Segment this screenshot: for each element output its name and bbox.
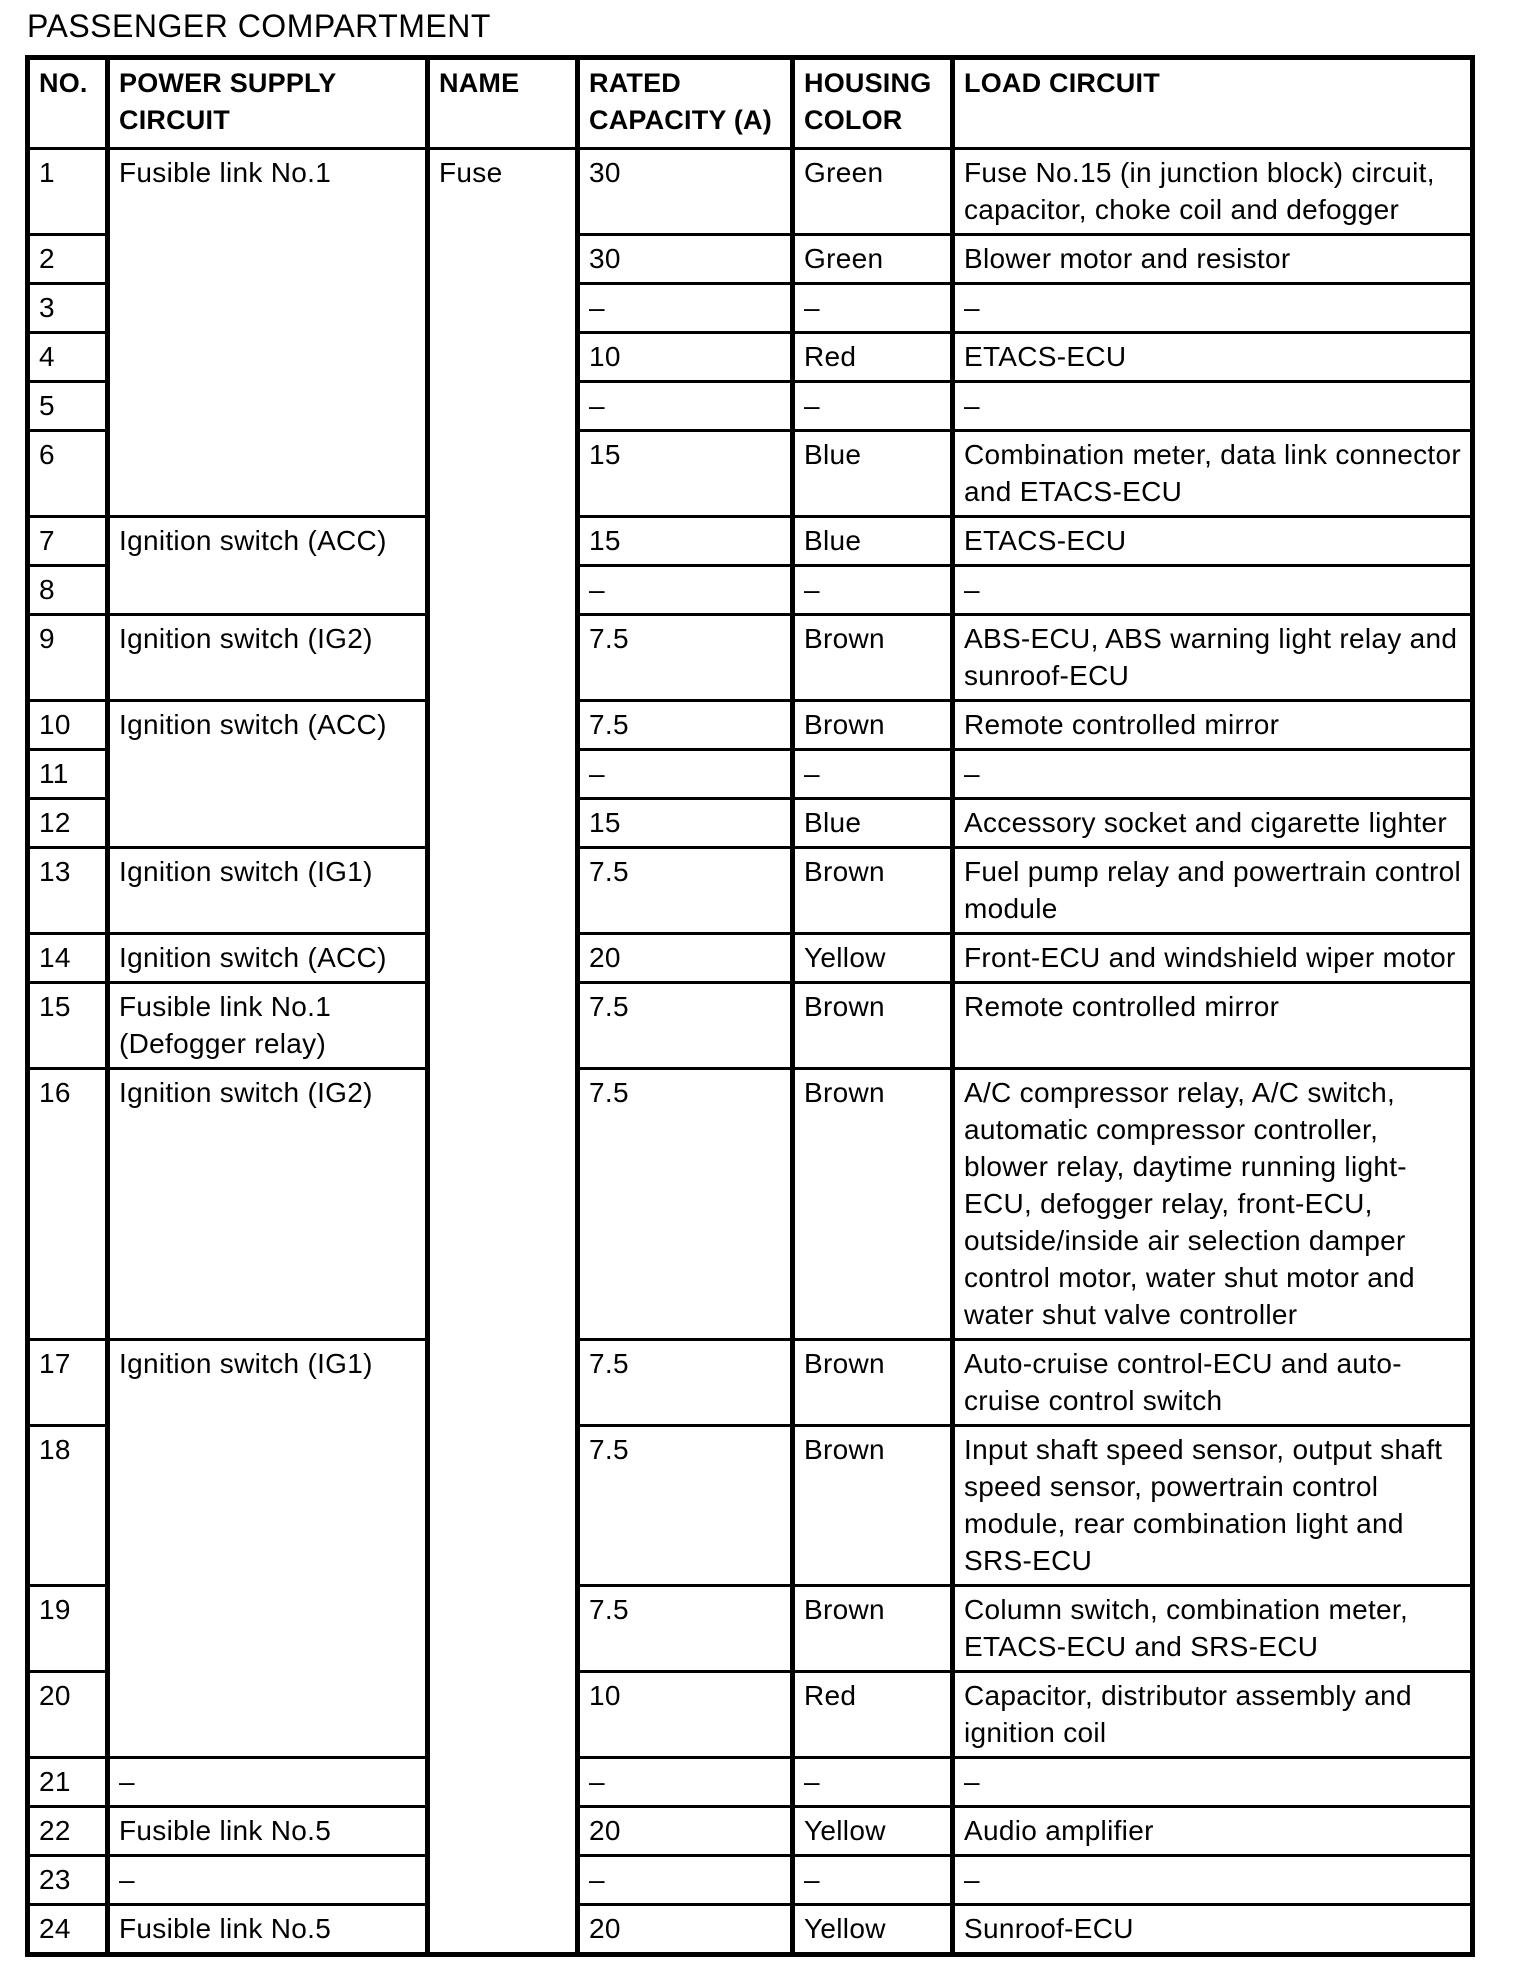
column-header-housing-color: HOUSING COLOR bbox=[793, 58, 953, 149]
cell-housing-color: Brown bbox=[793, 1340, 953, 1426]
cell-no: 1 bbox=[28, 149, 108, 235]
cell-rated-capacity: 10 bbox=[578, 333, 793, 382]
cell-power-supply-circuit: Ignition switch (ACC) bbox=[108, 517, 428, 615]
cell-rated-capacity: – bbox=[578, 382, 793, 431]
cell-rated-capacity: 7.5 bbox=[578, 1069, 793, 1340]
cell-housing-color: Brown bbox=[793, 701, 953, 750]
cell-housing-color: Brown bbox=[793, 1586, 953, 1672]
table-row bbox=[28, 1856, 1473, 1905]
cell-no: 24 bbox=[28, 1905, 108, 1955]
table-row bbox=[28, 615, 1473, 701]
cell-rated-capacity: 10 bbox=[578, 1672, 793, 1758]
cell-no: 5 bbox=[28, 382, 108, 431]
cell-load-circuit: ABS-ECU, ABS warning light relay and sunroof-ECU bbox=[953, 615, 1473, 701]
cell-power-supply-circuit: Fusible link No.1 bbox=[108, 149, 428, 517]
cell-rated-capacity: – bbox=[578, 566, 793, 615]
cell-power-supply-circuit: Ignition switch (IG1) bbox=[108, 1340, 428, 1758]
cell-housing-color: Green bbox=[793, 235, 953, 284]
cell-rated-capacity: 20 bbox=[578, 1905, 793, 1955]
cell-load-circuit: Fuse No.15 (in junction block) circuit, capacitor, choke coil and defogger bbox=[953, 149, 1473, 235]
cell-housing-color: Blue bbox=[793, 799, 953, 848]
cell-no: 3 bbox=[28, 284, 108, 333]
fuse-table-header bbox=[28, 58, 1473, 149]
cell-power-supply-circuit: Fusible link No.5 bbox=[108, 1807, 428, 1856]
cell-housing-color: – bbox=[793, 566, 953, 615]
cell-load-circuit: – bbox=[953, 750, 1473, 799]
cell-load-circuit: Sunroof-ECU bbox=[953, 1905, 1473, 1955]
cell-housing-color: Yellow bbox=[793, 1905, 953, 1955]
cell-no: 16 bbox=[28, 1069, 108, 1340]
table-row bbox=[28, 149, 1473, 235]
cell-no: 23 bbox=[28, 1856, 108, 1905]
cell-housing-color: Brown bbox=[793, 1426, 953, 1586]
table-row bbox=[28, 1905, 1473, 1955]
cell-name: Fuse bbox=[428, 149, 578, 1955]
cell-no: 11 bbox=[28, 750, 108, 799]
cell-housing-color: Blue bbox=[793, 517, 953, 566]
cell-housing-color: Blue bbox=[793, 431, 953, 517]
cell-load-circuit: Remote controlled mirror bbox=[953, 701, 1473, 750]
cell-housing-color: Yellow bbox=[793, 1807, 953, 1856]
cell-no: 7 bbox=[28, 517, 108, 566]
cell-load-circuit: – bbox=[953, 1856, 1473, 1905]
table-row bbox=[28, 1758, 1473, 1807]
cell-load-circuit: Combination meter, data link connector and ETACS-ECU bbox=[953, 431, 1473, 517]
cell-housing-color: Yellow bbox=[793, 934, 953, 983]
cell-housing-color: – bbox=[793, 1758, 953, 1807]
cell-rated-capacity: 15 bbox=[578, 517, 793, 566]
cell-no: 14 bbox=[28, 934, 108, 983]
cell-load-circuit: ETACS-ECU bbox=[953, 517, 1473, 566]
cell-load-circuit: Input shaft speed sensor, output shaft speed sensor, powertrain control module, rear combination light and SRS-ECU bbox=[953, 1426, 1473, 1586]
cell-housing-color: Green bbox=[793, 149, 953, 235]
table-row bbox=[28, 1340, 1473, 1426]
fuse-table-body bbox=[28, 149, 1473, 1955]
cell-rated-capacity: 7.5 bbox=[578, 701, 793, 750]
cell-no: 21 bbox=[28, 1758, 108, 1807]
cell-rated-capacity: 30 bbox=[578, 235, 793, 284]
cell-rated-capacity: 7.5 bbox=[578, 983, 793, 1069]
cell-rated-capacity: – bbox=[578, 1856, 793, 1905]
cell-power-supply-circuit: Ignition switch (ACC) bbox=[108, 934, 428, 983]
cell-power-supply-circuit: – bbox=[108, 1758, 428, 1807]
page-title: PASSENGER COMPARTMENT bbox=[27, 8, 491, 44]
table-row bbox=[28, 1069, 1473, 1340]
cell-rated-capacity: 7.5 bbox=[578, 615, 793, 701]
cell-rated-capacity: 20 bbox=[578, 1807, 793, 1856]
cell-housing-color: Brown bbox=[793, 848, 953, 934]
cell-housing-color: Brown bbox=[793, 983, 953, 1069]
column-header-power-supply-circuit: POWER SUPPLY CIRCUIT bbox=[108, 58, 428, 149]
cell-rated-capacity: 7.5 bbox=[578, 1426, 793, 1586]
table-row bbox=[28, 1807, 1473, 1856]
table-row bbox=[28, 983, 1473, 1069]
cell-load-circuit: – bbox=[953, 1758, 1473, 1807]
cell-load-circuit: Accessory socket and cigarette lighter bbox=[953, 799, 1473, 848]
cell-power-supply-circuit: Fusible link No.5 bbox=[108, 1905, 428, 1955]
cell-rated-capacity: 15 bbox=[578, 431, 793, 517]
cell-load-circuit: Remote controlled mirror bbox=[953, 983, 1473, 1069]
cell-power-supply-circuit: Ignition switch (IG1) bbox=[108, 848, 428, 934]
cell-load-circuit: Audio amplifier bbox=[953, 1807, 1473, 1856]
cell-load-circuit: – bbox=[953, 566, 1473, 615]
cell-housing-color: Red bbox=[793, 1672, 953, 1758]
cell-no: 15 bbox=[28, 983, 108, 1069]
cell-no: 9 bbox=[28, 615, 108, 701]
cell-housing-color: – bbox=[793, 1856, 953, 1905]
cell-no: 10 bbox=[28, 701, 108, 750]
cell-no: 18 bbox=[28, 1426, 108, 1586]
column-header-no: NO. bbox=[28, 58, 108, 149]
cell-housing-color: – bbox=[793, 284, 953, 333]
cell-load-circuit: – bbox=[953, 382, 1473, 431]
table-row bbox=[28, 517, 1473, 566]
cell-no: 17 bbox=[28, 1340, 108, 1426]
cell-load-circuit: Column switch, combination meter, ETACS-ECU and SRS-ECU bbox=[953, 1586, 1473, 1672]
cell-rated-capacity: – bbox=[578, 284, 793, 333]
column-header-name: NAME bbox=[428, 58, 578, 149]
cell-load-circuit: ETACS-ECU bbox=[953, 333, 1473, 382]
cell-no: 13 bbox=[28, 848, 108, 934]
header-row bbox=[28, 58, 1473, 149]
cell-housing-color: – bbox=[793, 750, 953, 799]
cell-load-circuit: A/C compressor relay, A/C switch, automatic compressor controller, blower relay, daytime running light-ECU, defogger relay, front-ECU, outside/inside air selection damper control motor, water shut motor and water shut valve controller bbox=[953, 1069, 1473, 1340]
table-row bbox=[28, 934, 1473, 983]
table-row bbox=[28, 848, 1473, 934]
cell-load-circuit: – bbox=[953, 284, 1473, 333]
cell-load-circuit: Blower motor and resistor bbox=[953, 235, 1473, 284]
column-header-rated-capacity: RATED CAPACITY (A) bbox=[578, 58, 793, 149]
cell-housing-color: Brown bbox=[793, 615, 953, 701]
cell-housing-color: Brown bbox=[793, 1069, 953, 1340]
cell-rated-capacity: 30 bbox=[578, 149, 793, 235]
cell-power-supply-circuit: Fusible link No.1 (Defogger relay) bbox=[108, 983, 428, 1069]
cell-no: 22 bbox=[28, 1807, 108, 1856]
cell-rated-capacity: 7.5 bbox=[578, 848, 793, 934]
cell-power-supply-circuit: – bbox=[108, 1856, 428, 1905]
cell-power-supply-circuit: Ignition switch (IG2) bbox=[108, 615, 428, 701]
cell-no: 2 bbox=[28, 235, 108, 284]
cell-power-supply-circuit: Ignition switch (IG2) bbox=[108, 1069, 428, 1340]
cell-load-circuit: Fuel pump relay and powertrain control module bbox=[953, 848, 1473, 934]
cell-housing-color: – bbox=[793, 382, 953, 431]
cell-no: 12 bbox=[28, 799, 108, 848]
cell-load-circuit: Auto-cruise control-ECU and auto-cruise control switch bbox=[953, 1340, 1473, 1426]
cell-no: 20 bbox=[28, 1672, 108, 1758]
column-header-load-circuit: LOAD CIRCUIT bbox=[953, 58, 1473, 149]
cell-rated-capacity: – bbox=[578, 750, 793, 799]
cell-load-circuit: Front-ECU and windshield wiper motor bbox=[953, 934, 1473, 983]
cell-power-supply-circuit: Ignition switch (ACC) bbox=[108, 701, 428, 848]
cell-housing-color: Red bbox=[793, 333, 953, 382]
cell-rated-capacity: 7.5 bbox=[578, 1586, 793, 1672]
cell-rated-capacity: 7.5 bbox=[578, 1340, 793, 1426]
cell-no: 4 bbox=[28, 333, 108, 382]
cell-rated-capacity: – bbox=[578, 1758, 793, 1807]
cell-no: 6 bbox=[28, 431, 108, 517]
cell-load-circuit: Capacitor, distributor assembly and ignition coil bbox=[953, 1672, 1473, 1758]
cell-no: 8 bbox=[28, 566, 108, 615]
cell-rated-capacity: 15 bbox=[578, 799, 793, 848]
fuse-table bbox=[25, 55, 1475, 1957]
cell-rated-capacity: 20 bbox=[578, 934, 793, 983]
cell-no: 19 bbox=[28, 1586, 108, 1672]
table-row bbox=[28, 701, 1473, 750]
